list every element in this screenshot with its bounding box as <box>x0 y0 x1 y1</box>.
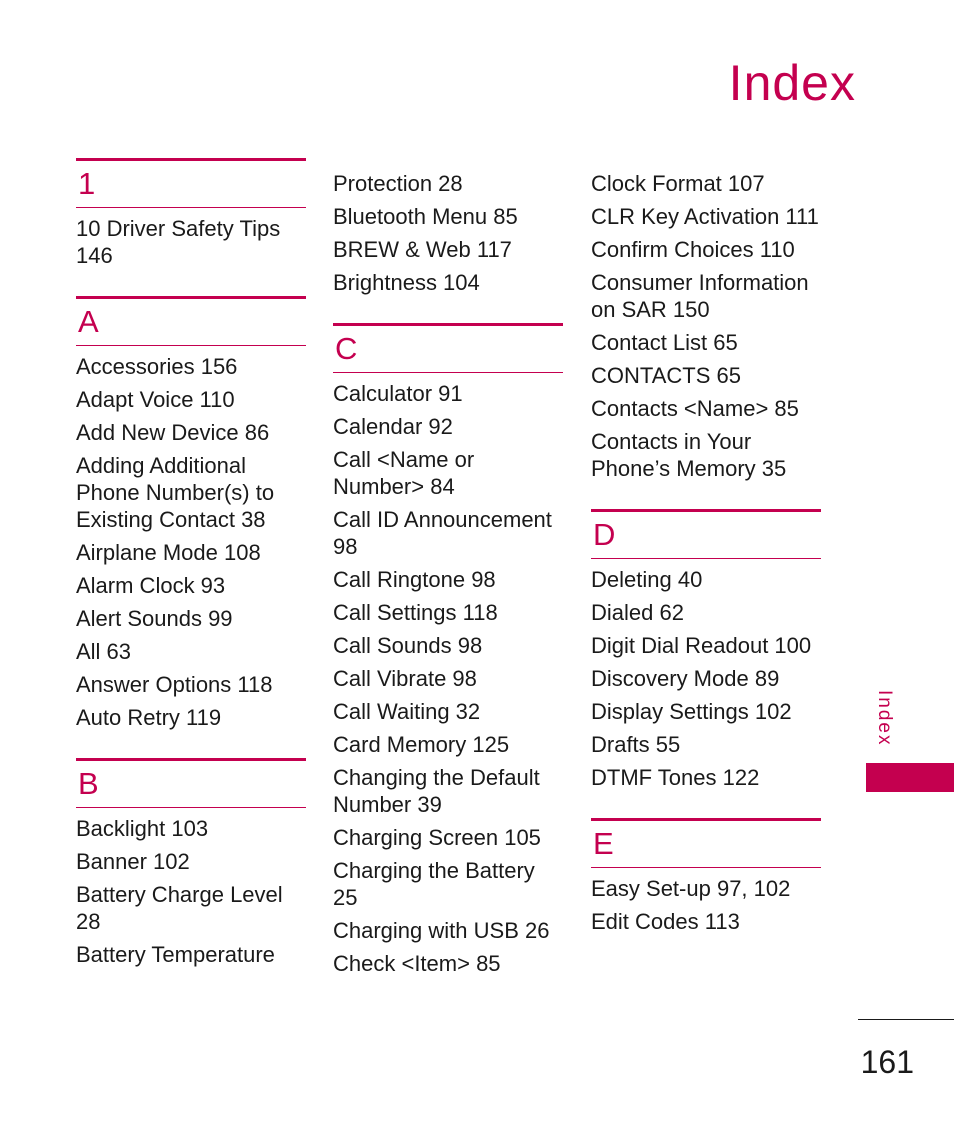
index-entry: Alarm Clock 93 <box>76 573 226 598</box>
index-entry: Calendar 92 <box>333 414 453 439</box>
index-entry: Brightness 104 <box>333 270 480 295</box>
index-entry: Card Memory 125 <box>333 732 510 757</box>
index-entry: Contact List 65 <box>591 330 738 355</box>
page-title: Index <box>728 55 856 111</box>
page-number: 161 <box>860 1044 914 1080</box>
index-entry: Call Settings 118 <box>333 600 498 625</box>
index-section <box>76 158 306 272</box>
index-entry: BREW & Web 117 <box>333 237 512 262</box>
index-entry: Call Ringtone 98 <box>333 567 496 592</box>
index-entry: Battery Temperature <box>76 942 275 967</box>
index-entry: 10 Driver Safety Tips 146 <box>76 216 281 268</box>
index-entry: Add New Device 86 <box>76 420 270 445</box>
index-entry: Call Vibrate 98 <box>333 666 477 691</box>
side-tab-marker <box>866 763 954 792</box>
index-section <box>333 323 563 980</box>
index-entry: Battery Charge Level 28 <box>76 882 283 934</box>
index-entry: Digit Dial Readout 100 <box>591 633 812 658</box>
index-entry: Confirm Choices 110 <box>591 237 795 262</box>
index-entry: Call Sounds 98 <box>333 633 483 658</box>
index-entry: Charging with USB 26 <box>333 918 550 943</box>
index-entry: Protection 28 <box>333 171 463 196</box>
index-entry: Call <Name or Number> 84 <box>333 447 475 499</box>
footer-rule <box>858 1019 954 1020</box>
index-entry: Easy Set-up 97, 102 <box>591 876 791 901</box>
index-entry: Charging the Battery 25 <box>333 858 535 910</box>
index-entry: Airplane Mode 108 <box>76 540 261 565</box>
index-entry: Discovery Mode 89 <box>591 666 780 691</box>
side-tab-label: Index <box>874 690 895 747</box>
index-entry: Answer Options 118 <box>76 672 273 697</box>
index-entry: Accessories 156 <box>76 354 238 379</box>
section-letter: C <box>333 323 563 373</box>
index-entry: Call Waiting 32 <box>333 699 481 724</box>
index-entry: Backlight 103 <box>76 816 209 841</box>
index-entry: Clock Format 107 <box>591 171 765 196</box>
index-entry: DTMF Tones 122 <box>591 765 760 790</box>
index-entry: Calculator 91 <box>333 381 463 406</box>
index-entry: Check <Item> 85 <box>333 951 501 976</box>
section-letter: 1 <box>76 158 306 208</box>
index-entry: Banner 102 <box>76 849 190 874</box>
index-entry: Drafts 55 <box>591 732 681 757</box>
section-letter: B <box>76 758 306 808</box>
index-entry: CONTACTS 65 <box>591 363 741 388</box>
index-entry: Adapt Voice 110 <box>76 387 235 412</box>
index-section <box>591 167 821 485</box>
index-entry: Call ID Announcement 98 <box>333 507 552 559</box>
index-entry: Consumer Information on SAR 150 <box>591 270 809 322</box>
section-letter: D <box>591 509 821 559</box>
index-column-2 <box>333 167 563 1004</box>
index-entry: Adding Additional Phone Number(s) to Existing Contact 38 <box>76 453 275 532</box>
index-entry: Bluetooth Menu 85 <box>333 204 518 229</box>
index-section <box>76 296 306 734</box>
section-letter: A <box>76 296 306 346</box>
index-entry: Deleting 40 <box>591 567 703 592</box>
section-letter: E <box>591 818 821 868</box>
index-column-3 <box>591 167 821 962</box>
index-section <box>591 818 821 938</box>
index-entry: Auto Retry 119 <box>76 705 222 730</box>
index-section <box>333 167 563 299</box>
index-section <box>591 509 821 794</box>
index-entry: Alert Sounds 99 <box>76 606 233 631</box>
index-entry: Dialed 62 <box>591 600 684 625</box>
index-entry: Changing the Default Number 39 <box>333 765 540 817</box>
index-entry: All 63 <box>76 639 132 664</box>
index-entry: Charging Screen 105 <box>333 825 541 850</box>
index-column-1 <box>76 158 306 995</box>
index-entry: Display Settings 102 <box>591 699 792 724</box>
index-entry: Contacts <Name> 85 <box>591 396 799 421</box>
index-section <box>76 758 306 971</box>
index-entry: Contacts in Your Phone’s Memory 35 <box>591 429 787 481</box>
index-entry: Edit Codes 113 <box>591 909 740 934</box>
index-entry: CLR Key Activation 111 <box>591 204 819 229</box>
